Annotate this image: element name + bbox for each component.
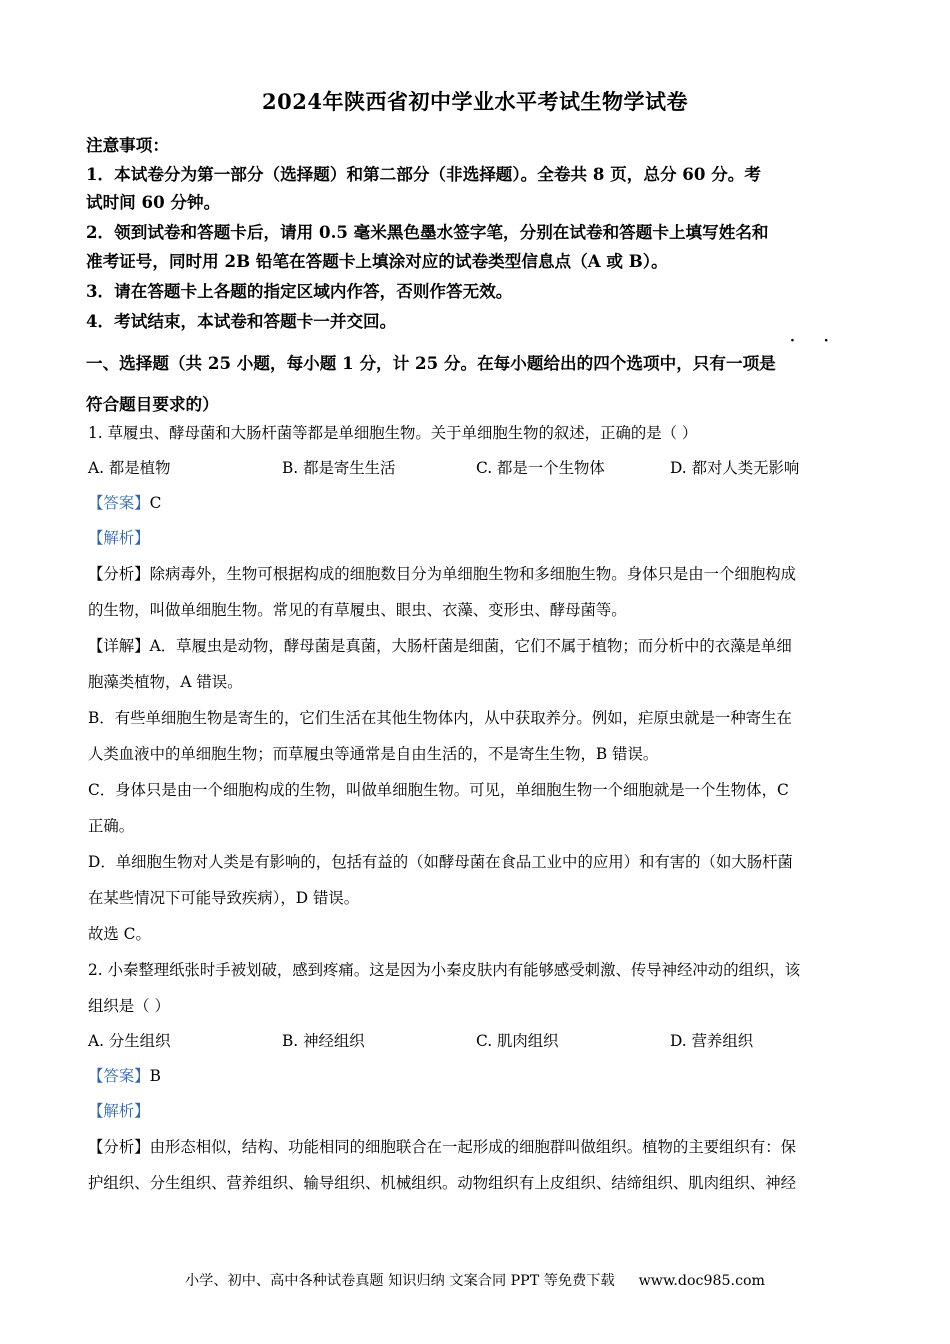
page-footer	[0, 1270, 950, 1290]
q1-xiangjie	[88, 634, 792, 656]
notice-item-3: 3．请在答题卡上各题的指定区域内作答，否则作答无效。	[86, 281, 513, 301]
analysis-tag: 【解析】	[88, 1102, 150, 1120]
emphasis-dots: · ·	[790, 333, 841, 349]
answer-tag: 【答案】	[88, 494, 150, 512]
notice-item-2-cont: 准考证号，同时用 2B 铅笔在答题卡上填涂对应的试卷类型信息点（A 或 B）。	[86, 251, 668, 271]
notice-item-4: 4．考试结束，本试卷和答题卡一并交回。	[86, 311, 397, 331]
q1-fenxi-cont: 的生物，叫做单细胞生物。常见的有草履虫、眼虫、衣藻、变形虫、酵母菌等。	[88, 601, 627, 619]
q2-answer: B	[149, 1067, 161, 1085]
section-heading: 一、选择题（共 25 小题，每小题 1 分，计 25 分。在每小题给出的四个选项中，只有一项是	[86, 353, 776, 373]
notice-item-2: 2．领到试卷和答题卡后，请用 0.5 毫米黑色墨水签字笔，分别在试卷和答题卡上填写姓名和	[86, 222, 769, 242]
q1-conclusion: 故选 C。	[88, 925, 151, 943]
answer-tag: 【答案】	[88, 1067, 150, 1085]
footer-text: 小学、初中、高中各种试卷真题 知识归纳 文案合同 PPT 等免费下载	[184, 1273, 615, 1289]
q2-fenxi	[88, 1135, 796, 1157]
section-heading-cont: 符合题目要求的）	[86, 394, 219, 414]
q1-explain-b: B．有些单细胞生物是寄生的，它们生活在其他生物体内，从中获取养分。例如，疟原虫就是一种寄生在	[88, 709, 792, 727]
q1-analysis-line	[88, 526, 150, 548]
q1-stem: 1. 草履虫、酵母菌和大肠杆菌等都是单细胞生物。关于单细胞生物的叙述，正确的是（ ）	[88, 424, 698, 442]
q1-explain-d-cont: 在某些情况下可能导致疾病），D 错误。	[88, 889, 360, 907]
q1-xiangjie-cont: 胞藻类植物，A 错误。	[88, 673, 243, 691]
fenxi-tag: 【分析】	[88, 1138, 150, 1156]
q1-option-b: B. 都是寄生生活	[282, 459, 396, 477]
q2-stem: 2. 小秦整理纸张时手被划破，感到疼痛。这是因为小秦皮肤内有能够感受刺激、传导神经冲动的组织，该	[88, 961, 801, 979]
notice-item-1: 1．本试卷分为第一部分（选择题）和第二部分（非选择题）。全卷共 8 页，总分 60 分。考	[86, 164, 761, 184]
xiangjie-tag: 【详解】	[88, 637, 150, 655]
q1-explain-c-cont: 正确。	[88, 817, 135, 835]
q2-option-b: B. 神经组织	[282, 1032, 365, 1050]
q1-option-a: A. 都是植物	[88, 459, 171, 477]
q1-explain-c: C．身体只是由一个细胞构成的生物，叫做单细胞生物。可见，单细胞生物一个细胞就是一个生物体，C	[88, 781, 789, 799]
q2-fenxi-cont: 护组织、分生组织、营养组织、输导组织、机械组织。动物组织有上皮组织、结缔组织、肌肉组织、神经	[88, 1174, 796, 1192]
q1-fenxi	[88, 562, 796, 584]
notice-item-1-cont: 试时间 60 分钟。	[86, 192, 221, 212]
q1-answer-line	[88, 491, 161, 513]
q1-explain-d: D．单细胞生物对人类是有影响的，包括有益的（如酵母菌在食品工业中的应用）和有害的（如大肠杆菌	[88, 853, 793, 871]
q1-option-d: D. 都对人类无影响	[670, 459, 800, 477]
q1-explain-b-cont: 人类血液中的单细胞生物；而草履虫等通常是自由生活的，不是寄生生物，B 错误。	[88, 745, 659, 763]
notice-heading: 注意事项：	[86, 135, 169, 155]
q2-option-c: C. 肌肉组织	[476, 1032, 559, 1050]
q2-analysis-line	[88, 1099, 150, 1121]
q2-option-d: D. 营养组织	[670, 1032, 754, 1050]
q1-answer: C	[149, 494, 162, 512]
q2-option-a: A. 分生组织	[88, 1032, 171, 1050]
q2-fenxi-text: 由形态相似，结构、功能相同的细胞联合在一起形成的细胞群叫做组织。植物的主要组织有：保	[149, 1138, 796, 1156]
q2-stem-cont: 组织是（ ）	[88, 997, 170, 1015]
q2-answer-line	[88, 1064, 161, 1086]
q1-fenxi-text: 除病毒外，生物可根据构成的细胞数目分为单细胞生物和多细胞生物。身体只是由一个细胞构成	[149, 565, 796, 583]
footer-link[interactable]: www.doc985.com	[638, 1273, 766, 1289]
q1-xiangjie-text: A．草履虫是动物，酵母菌是真菌，大肠杆菌是细菌，它们不属于植物；而分析中的衣藻是单细	[149, 637, 792, 655]
analysis-tag: 【解析】	[88, 529, 150, 547]
q1-option-c: C. 都是一个生物体	[476, 459, 605, 477]
fenxi-tag: 【分析】	[88, 565, 150, 583]
page-title: 2024年陕西省初中学业水平考试生物学试卷	[262, 89, 688, 114]
